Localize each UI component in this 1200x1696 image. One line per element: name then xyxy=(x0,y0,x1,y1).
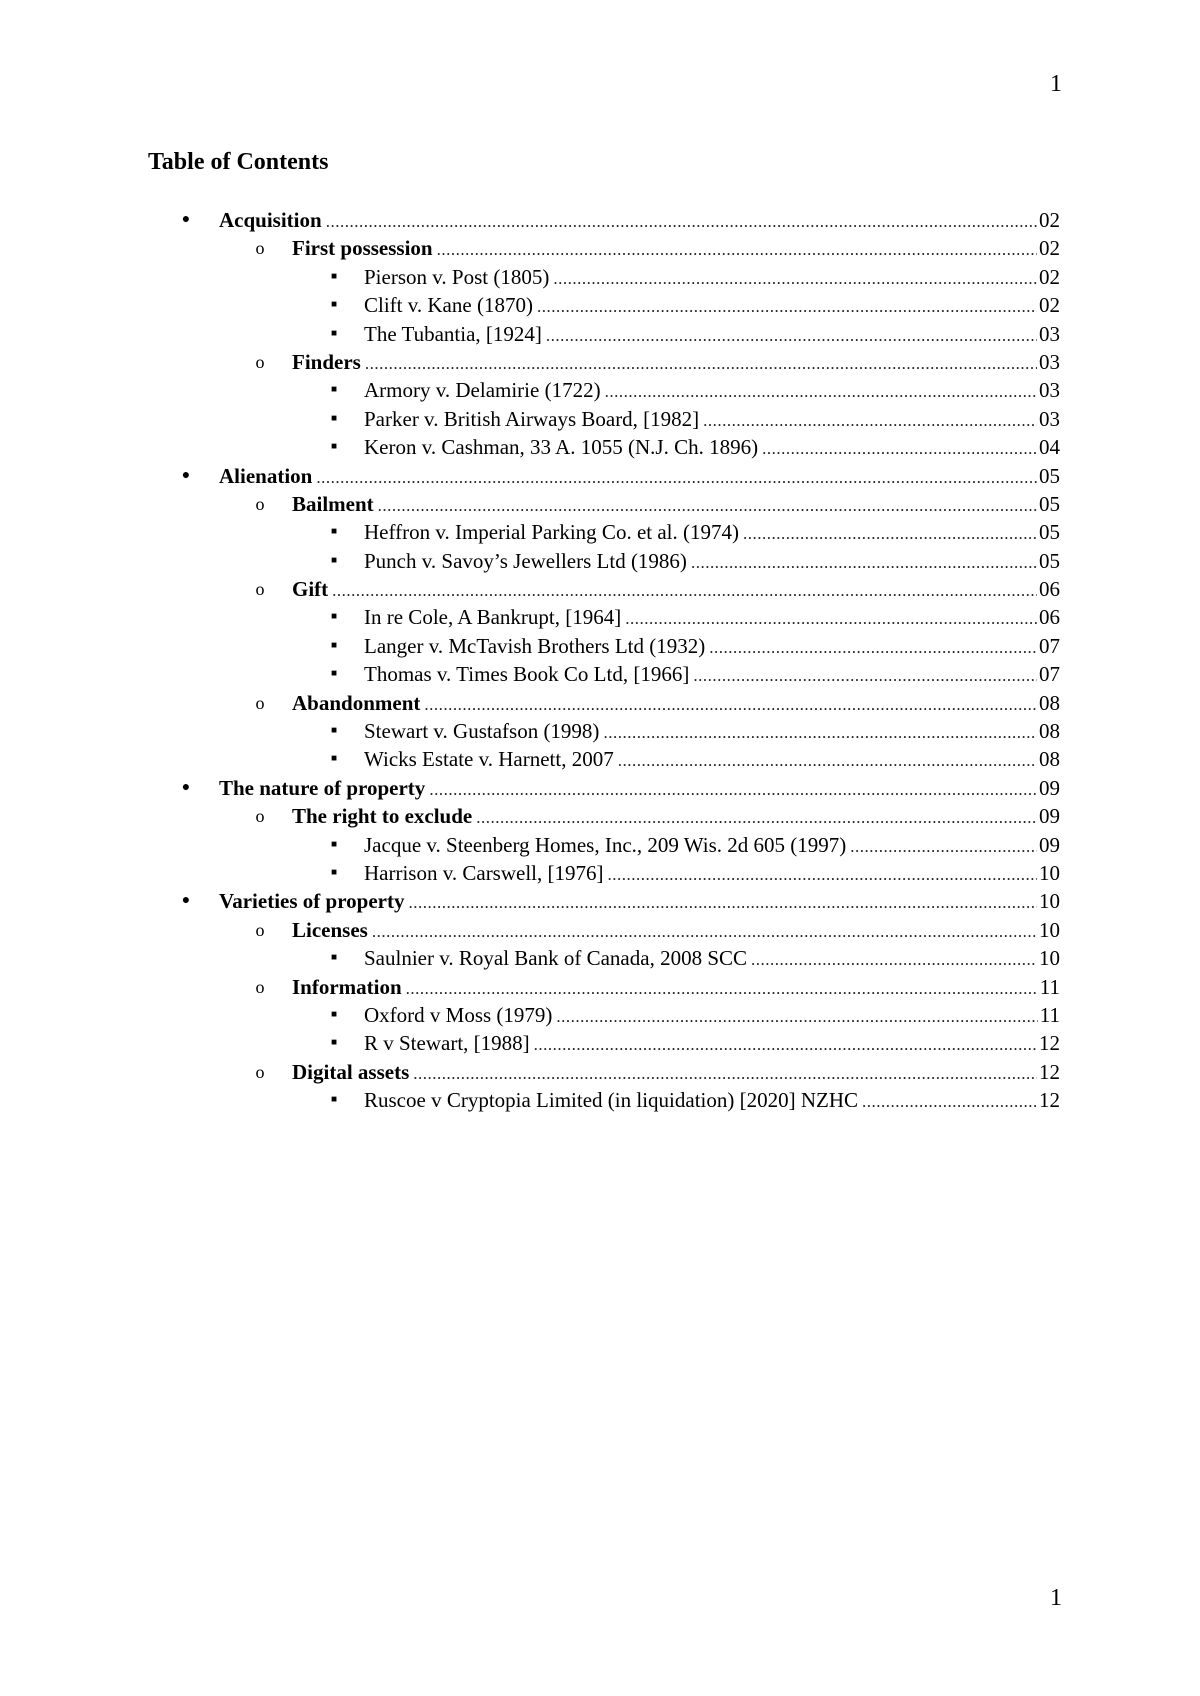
square-bullet-icon: ■ xyxy=(330,554,338,566)
toc-title: Table of Contents xyxy=(148,149,329,175)
square-bullet-icon: ■ xyxy=(330,1094,338,1106)
toc-entry[interactable] xyxy=(0,518,1200,546)
toc-entry-label: Information xyxy=(292,974,402,999)
toc-entry[interactable] xyxy=(0,660,1200,688)
dot-leader xyxy=(476,804,1037,832)
toc-entry-label: Clift v. Kane (1870) xyxy=(364,293,533,318)
toc-entry-page: 08 xyxy=(1039,690,1060,715)
square-bullet-icon: ■ xyxy=(330,611,338,623)
toc-entry-page: 02 xyxy=(1039,208,1060,232)
toc-entry[interactable] xyxy=(0,887,1200,915)
toc-entry-page: 09 xyxy=(1039,775,1060,800)
toc-entry-label: Stewart v. Gustafson (1998) xyxy=(364,719,600,744)
circle-bullet-icon: o xyxy=(255,238,265,259)
toc-entry-page: 11 xyxy=(1039,1002,1060,1027)
toc-entry-page: 10 xyxy=(1039,889,1060,914)
toc-entry[interactable] xyxy=(0,603,1200,631)
toc-entry-page: 02 xyxy=(1039,236,1060,261)
toc-entry-label: Licenses xyxy=(292,917,368,942)
toc-entry-label: Parker v. British Airways Board, [1982] xyxy=(364,406,700,431)
toc-entry[interactable] xyxy=(0,320,1200,348)
toc-entry[interactable] xyxy=(0,547,1200,575)
toc-entry[interactable] xyxy=(0,774,1200,802)
circle-bullet-icon: o xyxy=(255,919,265,940)
dot-leader xyxy=(618,747,1037,775)
dot-leader xyxy=(372,918,1037,946)
toc-entry-page: 09 xyxy=(1039,832,1060,857)
toc-entry[interactable] xyxy=(0,689,1200,717)
toc-entry-label: Alienation xyxy=(219,463,313,488)
toc-entry-label: Bailment xyxy=(292,491,374,516)
toc-entry-label: R v Stewart, [1988] xyxy=(364,1031,530,1056)
toc-entry[interactable] xyxy=(0,944,1200,972)
toc-entry-label: Abandonment xyxy=(292,690,421,715)
toc-entry-label: Saulnier v. Royal Bank of Canada, 2008 SCC xyxy=(364,946,748,971)
toc-entry-page: 12 xyxy=(1039,1088,1060,1113)
square-bullet-icon: ■ xyxy=(330,526,338,538)
dot-leader xyxy=(608,861,1037,889)
dot-leader xyxy=(553,265,1037,293)
dot-leader xyxy=(413,1060,1037,1088)
square-bullet-icon: ■ xyxy=(330,1037,338,1049)
dot-leader xyxy=(546,322,1037,350)
toc-entry[interactable] xyxy=(0,859,1200,887)
toc-entry-page: 03 xyxy=(1039,349,1060,374)
toc-entry[interactable] xyxy=(0,802,1200,830)
toc-entry-label: Gift xyxy=(292,577,329,602)
toc-entry-label: Ruscoe v Cryptopia Limited (in liquidation) [2020] NZHC xyxy=(364,1088,859,1113)
toc-entry-page: 03 xyxy=(1039,321,1060,346)
dot-leader xyxy=(693,662,1037,690)
dot-leader xyxy=(850,833,1037,861)
square-bullet-icon: ■ xyxy=(330,441,338,453)
toc-list xyxy=(0,206,1200,1115)
toc-entry-label: The nature of property xyxy=(219,775,426,800)
dot-leader xyxy=(378,492,1037,520)
toc-entry-page: 09 xyxy=(1039,804,1060,829)
dot-leader xyxy=(332,577,1037,605)
square-bullet-icon: ■ xyxy=(330,270,338,282)
circle-bullet-icon: o xyxy=(255,351,265,372)
toc-entry-label: Oxford v Moss (1979) xyxy=(364,1002,553,1027)
toc-entry-label: Acquisition xyxy=(219,208,322,232)
circle-bullet-icon: o xyxy=(255,976,265,997)
toc-entry-page: 05 xyxy=(1039,520,1060,545)
dot-leader xyxy=(326,208,1037,236)
toc-entry-label: Armory v. Delamirie (1722) xyxy=(364,378,601,403)
toc-entry[interactable] xyxy=(0,234,1200,262)
toc-entry-page: 07 xyxy=(1039,662,1060,687)
toc-entry-page: 06 xyxy=(1039,577,1060,602)
toc-entry[interactable] xyxy=(0,973,1200,1001)
circle-bullet-icon: o xyxy=(255,493,265,514)
toc-entry[interactable] xyxy=(0,916,1200,944)
square-bullet-icon: ■ xyxy=(330,668,338,680)
dot-leader xyxy=(625,605,1037,633)
toc-entry[interactable] xyxy=(0,717,1200,745)
toc-entry-page: 03 xyxy=(1039,378,1060,403)
toc-entry-label: Harrison v. Carswell, [1976] xyxy=(364,860,604,885)
toc-entry-label: The Tubantia, [1924] xyxy=(364,321,542,346)
toc-entry-page: 05 xyxy=(1039,463,1060,488)
toc-entry-label: In re Cole, A Bankrupt, [1964] xyxy=(364,605,622,630)
toc-entry-page: 02 xyxy=(1039,264,1060,289)
square-bullet-icon: ■ xyxy=(330,327,338,339)
toc-entry-label: Heffron v. Imperial Parking Co. et al. (1974) xyxy=(364,520,739,545)
circle-bullet-icon: o xyxy=(255,806,265,827)
dot-leader xyxy=(424,691,1037,719)
toc-entry-page: 03 xyxy=(1039,406,1060,431)
dot-leader xyxy=(762,435,1037,463)
dot-leader xyxy=(743,520,1037,548)
circle-bullet-icon: o xyxy=(255,692,265,713)
toc-entry[interactable] xyxy=(0,1058,1200,1086)
toc-entry-page: 08 xyxy=(1039,747,1060,772)
toc-entry[interactable] xyxy=(0,462,1200,490)
toc-entry[interactable] xyxy=(0,575,1200,603)
toc-entry-page: 02 xyxy=(1039,293,1060,318)
toc-entry[interactable] xyxy=(0,263,1200,291)
dot-leader xyxy=(437,236,1037,264)
toc-entry-label: Keron v. Cashman, 33 A. 1055 (N.J. Ch. 1896) xyxy=(364,435,759,460)
toc-entry-page: 10 xyxy=(1039,946,1060,971)
toc-entry-page: 10 xyxy=(1039,860,1060,885)
toc-entry[interactable] xyxy=(0,490,1200,518)
toc-entry-label: The right to exclude xyxy=(292,804,473,829)
toc-entry-label: Wicks Estate v. Harnett, 2007 xyxy=(364,747,614,772)
toc-entry[interactable] xyxy=(0,433,1200,461)
square-bullet-icon: ■ xyxy=(330,1008,338,1020)
toc-entry-page: 05 xyxy=(1039,548,1060,573)
toc-entry-label: Punch v. Savoy’s Jewellers Ltd (1986) xyxy=(364,548,687,573)
toc-entry[interactable] xyxy=(0,206,1200,234)
square-bullet-icon: ■ xyxy=(330,384,338,396)
toc-entry[interactable] xyxy=(0,745,1200,773)
circle-bullet-icon: o xyxy=(255,1061,265,1082)
dot-leader xyxy=(603,719,1037,747)
square-bullet-icon: ■ xyxy=(330,753,338,765)
header-page-number: 1 xyxy=(1050,71,1062,97)
toc-entry[interactable] xyxy=(0,376,1200,404)
dot-leader xyxy=(408,889,1037,917)
dot-leader xyxy=(709,634,1037,662)
bullet-icon: ● xyxy=(181,467,191,483)
dot-leader xyxy=(862,1088,1037,1116)
toc-entry-label: Jacque v. Steenberg Homes, Inc., 209 Wis. 2d 605 (1997) xyxy=(364,832,847,857)
toc-entry[interactable] xyxy=(0,291,1200,319)
dot-leader xyxy=(365,350,1037,378)
toc-entry-page: 10 xyxy=(1039,917,1060,942)
circle-bullet-icon: o xyxy=(255,579,265,600)
dot-leader xyxy=(691,549,1037,577)
toc-entry-label: Langer v. McTavish Brothers Ltd (1932) xyxy=(364,633,706,658)
toc-entry[interactable] xyxy=(0,1001,1200,1029)
square-bullet-icon: ■ xyxy=(330,725,338,737)
toc-entry-page: 06 xyxy=(1039,605,1060,630)
square-bullet-icon: ■ xyxy=(330,299,338,311)
square-bullet-icon: ■ xyxy=(330,952,338,964)
square-bullet-icon: ■ xyxy=(330,866,338,878)
toc-entry[interactable] xyxy=(0,405,1200,433)
toc-entry-label: Digital assets xyxy=(292,1059,410,1084)
bullet-icon: ● xyxy=(181,779,191,795)
bullet-icon: ● xyxy=(181,212,191,227)
dot-leader xyxy=(605,378,1037,406)
toc-entry-page: 04 xyxy=(1039,435,1060,460)
dot-leader xyxy=(429,776,1037,804)
dot-leader xyxy=(703,407,1037,435)
toc-entry[interactable] xyxy=(0,632,1200,660)
toc-entry-label: First possession xyxy=(292,236,433,261)
toc-entry-page: 12 xyxy=(1039,1031,1060,1056)
toc-entry-page: 11 xyxy=(1039,974,1060,999)
dot-leader xyxy=(537,293,1037,321)
toc-entry-page: 07 xyxy=(1039,633,1060,658)
square-bullet-icon: ■ xyxy=(330,412,338,424)
toc-entry-label: Finders xyxy=(292,349,361,374)
toc-entry-page: 12 xyxy=(1039,1059,1060,1084)
toc-entry-label: Thomas v. Times Book Co Ltd, [1966] xyxy=(364,662,690,687)
dot-leader xyxy=(751,946,1037,974)
square-bullet-icon: ■ xyxy=(330,639,338,651)
toc-entry[interactable] xyxy=(0,1029,1200,1057)
toc-entry[interactable] xyxy=(0,831,1200,859)
dot-leader xyxy=(534,1031,1037,1059)
footer-page-number: 1 xyxy=(1050,1585,1062,1611)
toc-entry[interactable] xyxy=(0,348,1200,376)
dot-leader xyxy=(556,1003,1037,1031)
toc-entry-label: Pierson v. Post (1805) xyxy=(364,264,550,289)
bullet-icon: ● xyxy=(181,893,191,909)
dot-leader xyxy=(316,464,1037,492)
toc-entry-page: 05 xyxy=(1039,491,1060,516)
toc-entry-page: 08 xyxy=(1039,719,1060,744)
toc-entry-label: Varieties of property xyxy=(219,889,405,914)
square-bullet-icon: ■ xyxy=(330,838,338,850)
dot-leader xyxy=(406,975,1038,1003)
toc-entry[interactable] xyxy=(0,1086,1200,1114)
